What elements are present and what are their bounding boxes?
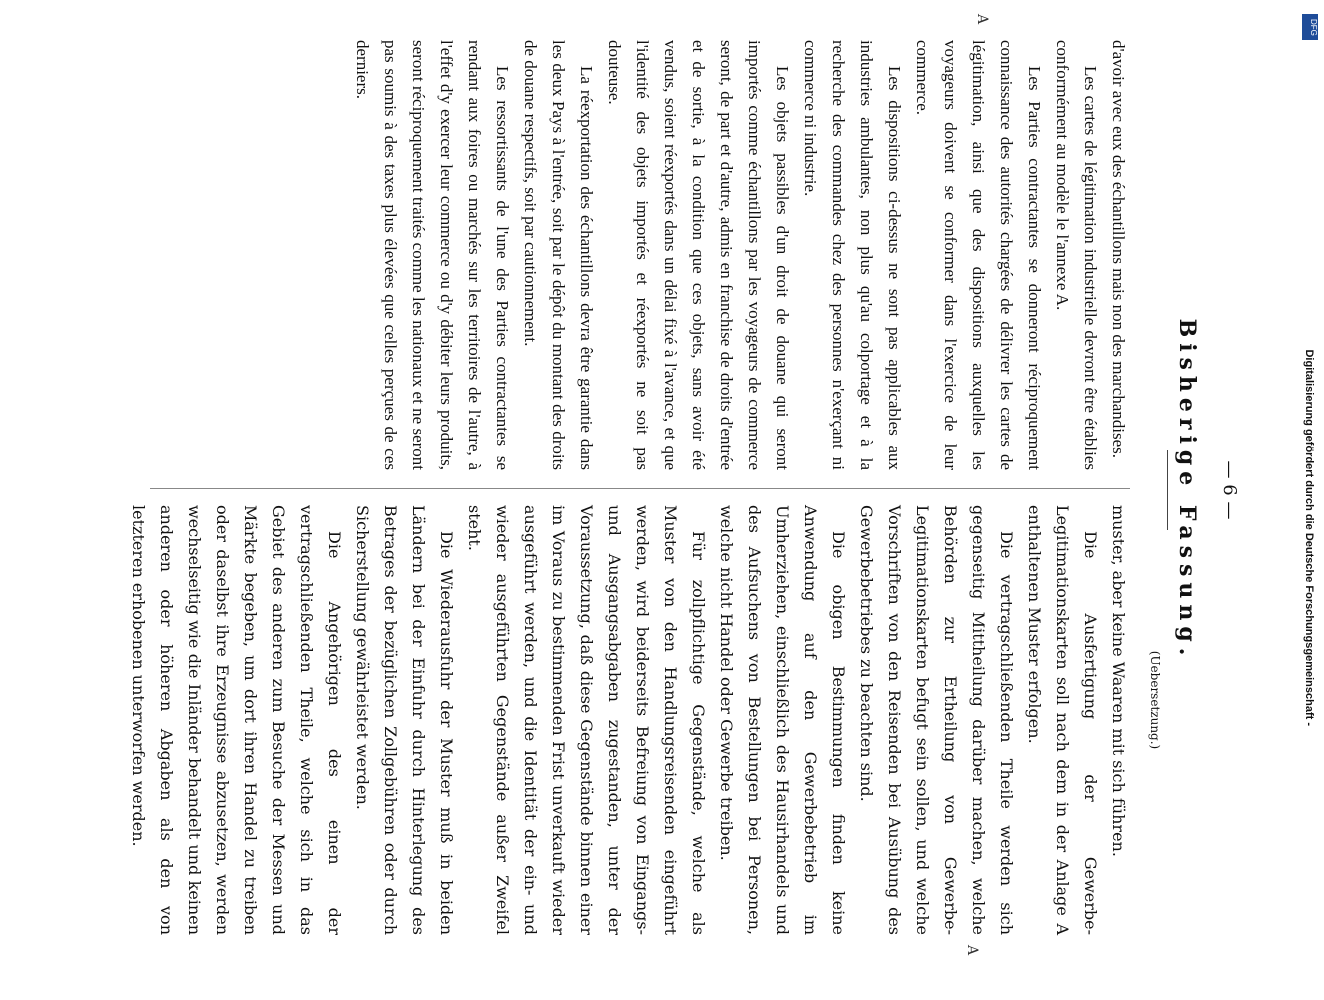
german-paragraph: Für zollpflichtige Gegenstände, welche als Muster von den Handlungsreisenden eingeführt werden, wird beiderseits Befreiung von Eingangs- und Ausgangsabgaben zugestanden, unter der Voraussetzung, daß diese Gegenstände binnen einer im Voraus zu bestimmenden Frist unverkauft wieder ausgeführt werden, und die Identität der ein- und wieder ausgeführten Gegenstände außer Zweifel steht. xyxy=(465,505,708,935)
german-column xyxy=(124,505,1132,935)
translation-subtitle: (Uebersetzung.) xyxy=(1148,650,1162,750)
french-paragraph: Les objets passibles d'un droit de douane qui seront importés comme échantillons par les voyageurs de commerce seront, de part et d'autre, admis en franchise de droits d'entrée et de sortie, à la condition que ces objets, sans avoir été vendus, soient réexportés dans un délai fixé à l'avance, et que l'identité des objets importés et réexportés ne soit pas douteuse. xyxy=(605,40,792,470)
margin-mark-right: A xyxy=(964,945,980,956)
german-paragraph: Die obigen Bestimmungen finden keine Anwendung auf den Gewerbebetrieb im Umherziehen, einschließlich des Hausirhandels und des Aufsuchens von Bestellungen bei Personen, welche nicht Handel oder Gewerbe treiben. xyxy=(717,505,848,935)
french-paragraph: Les dispositions ci-dessus ne sont pas applicables aux industries ambulantes, non plus qu'au colportage et à la recherche des commandes chez des personnes n'exerçant ni commerce ni industrie. xyxy=(801,40,904,470)
german-paragraph: Die Angehörigen des einen der vertragschließenden Theile, welche sich in das Gebiet des anderen zum Besuche der Messen und Märkte begeben, um dort ihren Handel zu treiben oder daselbst ihre Erzeugnisse abzusetzen, werden wechselseitig wie die Inländer behandelt und keinen anderen oder höheren Abgaben als den von letzteren erhobenen unterworfen werden. xyxy=(129,505,344,935)
french-paragraph: Les Parties contractantes se donneront réciproquement connaissance des autorités chargées de délivrer les cartes de légitimation, ainsi que des dispositions auxquelles les voyageurs doivent se conformer dans l'exercice de leur commerce. xyxy=(913,40,1044,470)
german-paragraph: Die Wiederausfuhr der Muster muß in beiden Ländern bei der Einfuhr durch Hinterlegung des Betrages der bezüglichen Zollgebühren oder durch Sicherstellung gewährleistet werden. xyxy=(353,505,456,935)
dfg-logo-icon: DFG xyxy=(1302,14,1318,40)
title-rule xyxy=(1167,450,1168,530)
funding-watermark xyxy=(1298,6,1320,726)
watermark-text: Digitalisierung gefördert durch die Deutsche Forschungsgemeinschaft - xyxy=(1303,349,1315,726)
french-paragraph: Les cartes de légitimation industrielle devront être établies conformément au modèle le l'annexe A. xyxy=(1053,40,1100,470)
page-number: — 6 — xyxy=(1219,460,1240,520)
scanned-page xyxy=(100,14,1240,956)
margin-mark-left: A xyxy=(974,14,990,25)
german-paragraph: Die Ausfertigung der Gewerbe-Legitimationskarten soll nach dem in der Anlage A enthaltenen Muster erfolgen. xyxy=(1025,505,1100,935)
german-paragraph: muster, aber keine Waaren mit sich führen. xyxy=(1109,505,1128,857)
french-paragraph: La réexportation des échantillons devra être garantie dans les deux Pays à l'entrée, soit par le dépôt du montant des droits de douane respectifs, soit par cautionnement. xyxy=(521,40,596,470)
french-paragraph: Les ressortissants de l'une des Parties contractantes se rendant aux foires ou marchés sur les territoires de l'autre, à l'effet d'y exercer leur commerce ou d'y débiter leurs produits, seront réciproquement traités comme les nationaux et ne seront pas soumis à des taxes plus élevées que celles perçues de ces derniers. xyxy=(353,40,512,470)
french-column xyxy=(348,40,1132,470)
french-paragraph: d'avoir avec eux des échantillons mais non des marchandises. xyxy=(1109,40,1128,459)
section-title: Bisherige Fassung. xyxy=(1174,318,1200,662)
column-divider xyxy=(150,488,1130,489)
german-paragraph: Die vertragschließenden Theile werden sich gegenseitig Mittheilung darüber machen, welche Behörden zur Ertheilung von Gewerbe-Legitimationskarten befugt sein sollen, und welche Vorschriften von den Reisenden bei Ausübung des Gewerbebetriebes zu beachten sind. xyxy=(857,505,1016,935)
